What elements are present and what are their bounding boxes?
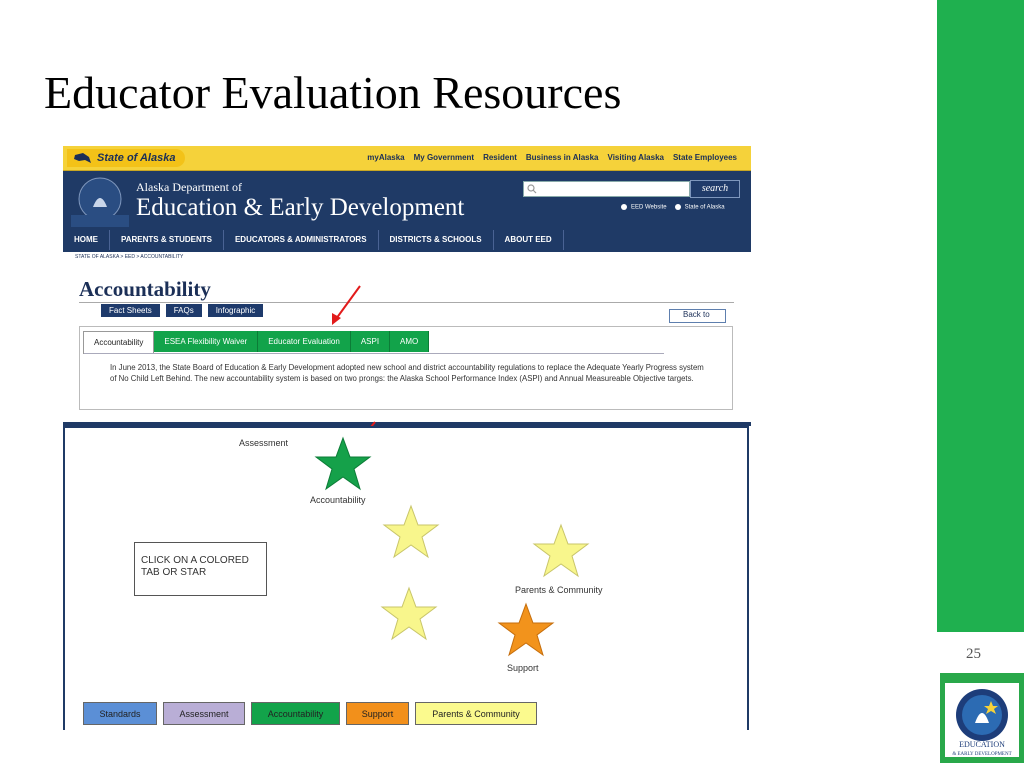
red-arrow-icon [320, 283, 365, 328]
top-links [367, 153, 737, 162]
standards-button[interactable]: Standards [83, 702, 157, 725]
alaska-map-icon [73, 151, 93, 165]
divider [79, 302, 734, 303]
tab-educator-evaluation[interactable]: Educator Evaluation [258, 331, 351, 352]
tab-accountability[interactable]: Accountability [83, 331, 154, 354]
label-support: Support [507, 663, 539, 673]
parents-community-button[interactable]: Parents & Community [415, 702, 537, 725]
category-buttons [83, 702, 537, 725]
nav-item[interactable]: HOME [63, 230, 110, 250]
subtab-faqs[interactable]: FAQs [166, 304, 202, 317]
eed-seal-icon [71, 177, 129, 227]
eed-logo [945, 683, 1019, 757]
assessment-button[interactable]: Assessment [163, 702, 245, 725]
top-link[interactable]: My Government [413, 153, 475, 162]
nav-item[interactable]: EDUCATORS & ADMINISTRATORS [224, 230, 379, 250]
subtab-fact-sheets[interactable]: Fact Sheets [101, 304, 160, 317]
state-of-alaska-label: State of Alaska [97, 152, 176, 164]
label-accountability: Accountability [310, 495, 366, 505]
nav-item[interactable]: ABOUT EED [494, 230, 564, 250]
page-number: 25 [966, 646, 981, 662]
top-link[interactable]: Business in Alaska [525, 153, 599, 162]
radio-eed-website[interactable]: EED Website [621, 204, 667, 211]
page-title: Accountability [79, 277, 211, 301]
page-content [63, 252, 751, 422]
radio-state-of-alaska[interactable]: State of Alaska [675, 204, 725, 211]
side-accent-bar [937, 0, 1024, 632]
label-parents-community: Parents & Community [515, 585, 603, 595]
tab-esea-waiver[interactable]: ESEA Flexibility Waiver [154, 331, 258, 352]
tab-aspi[interactable]: ASPI [351, 331, 390, 352]
search-input[interactable] [523, 181, 690, 197]
tab-body-text: In June 2013, the State Board of Education & Early Development adopted new school and district accountability regulations to replace the Adequate Yearly Progress system of No Child Left Behind. The new accountability system is based on two prongs: the Alaska School Performance Index (ASPI) and Annual Measureable Objective targets. [110, 363, 704, 383]
slide-title: Educator Evaluation Resources [44, 67, 622, 118]
subtab-infographic[interactable]: Infographic [208, 304, 264, 317]
state-bar [63, 146, 751, 171]
nav-item[interactable]: DISTRICTS & SCHOOLS [379, 230, 494, 250]
main-nav [63, 230, 751, 250]
top-link[interactable]: State Employees [672, 153, 737, 162]
tab-panel [79, 326, 733, 410]
instruction-box: CLICK ON A COLORED TAB OR STAR [134, 542, 267, 596]
search-icon [526, 183, 538, 195]
dept-line: Alaska Department of [136, 180, 242, 194]
sub-tabs [101, 304, 263, 317]
tab-underline [84, 353, 664, 354]
nav-item[interactable]: PARENTS & STUDENTS [110, 230, 224, 250]
website-screenshot [63, 146, 751, 426]
support-button[interactable]: Support [346, 702, 409, 725]
breadcrumb[interactable]: STATE OF ALASKA > EED > ACCOUNTABILITY [75, 254, 184, 260]
search-button[interactable]: search [690, 180, 740, 198]
top-link[interactable]: myAlaska [367, 153, 405, 162]
tab-amo[interactable]: AMO [390, 331, 429, 352]
logo-line-1: EDUCATION [959, 740, 1005, 749]
tab-bar [83, 331, 429, 354]
back-to-button[interactable]: Back to [669, 309, 726, 323]
top-link[interactable]: Visiting Alaska [607, 153, 664, 162]
state-of-alaska-link[interactable] [67, 149, 185, 167]
dept-name: Education & Early Development [136, 194, 465, 221]
search-scope [621, 204, 725, 211]
top-link[interactable]: Resident [483, 153, 517, 162]
accountability-button[interactable]: Accountability [251, 702, 340, 725]
logo-line-2: & EARLY DEVELOPMENT [952, 752, 1012, 757]
label-assessment: Assessment [239, 438, 289, 448]
